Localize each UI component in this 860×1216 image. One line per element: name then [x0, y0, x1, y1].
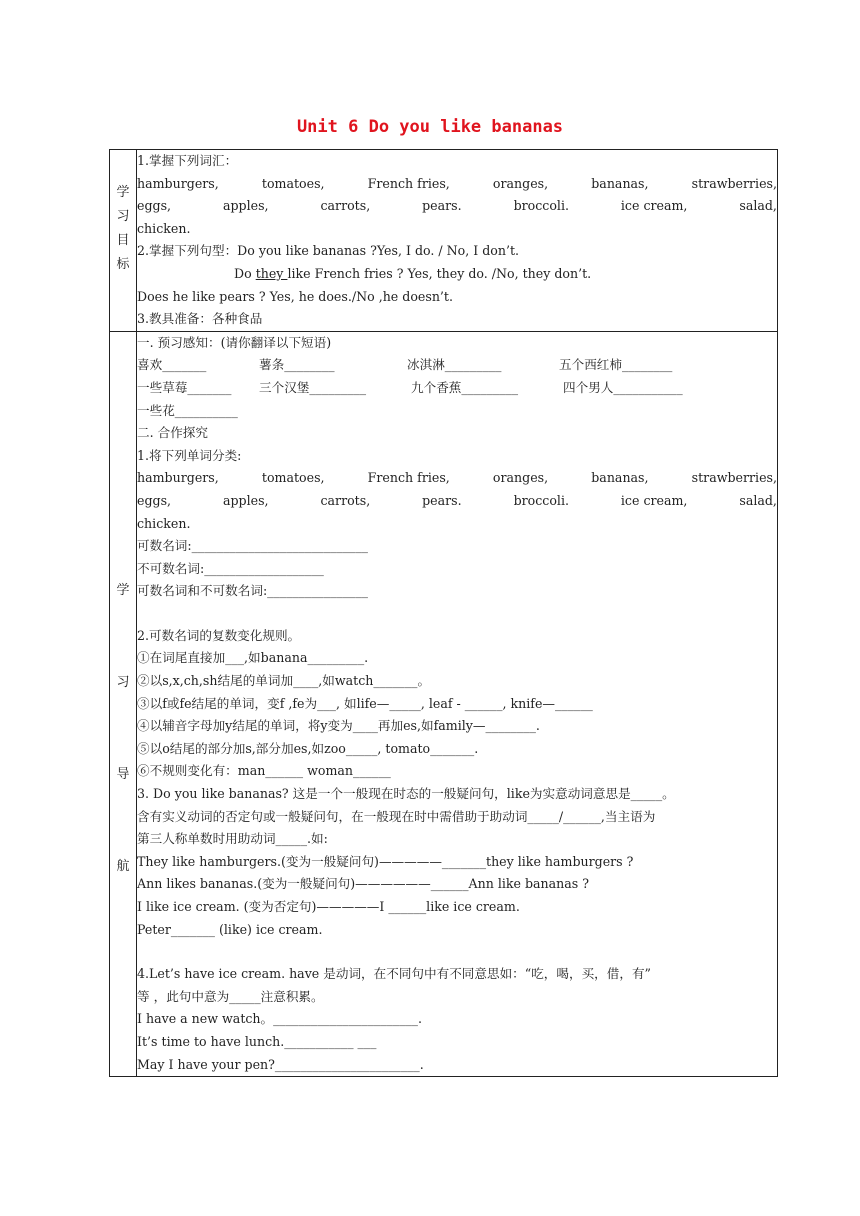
- word-line-3: chicken.: [137, 515, 191, 531]
- phrase-row-2: [137, 377, 777, 400]
- question-line: 4.Let’s have ice cream. have 是动词，在不同句中有不同意思如：“吃，喝，买，借，有”: [137, 966, 651, 982]
- vocab-word: salad,: [739, 492, 777, 508]
- side-char: 习: [116, 674, 130, 690]
- phrase-blank: 喜欢_______: [137, 357, 207, 373]
- vocab-word: ice cream,: [620, 198, 688, 214]
- guide-side-label: [110, 331, 137, 1076]
- sentence-part: Do: [234, 265, 256, 281]
- vocab-word: bananas,: [591, 175, 649, 191]
- exercise-line: May I have your pen?_______________________.: [137, 1056, 424, 1072]
- vocab-word: hamburgers,: [137, 470, 219, 486]
- vocab-word: broccoli.: [513, 492, 569, 508]
- question-line: 第三人称单数时用助动词_____.如:: [137, 831, 328, 847]
- word-line-2: [137, 490, 777, 513]
- side-char: 航: [116, 858, 130, 874]
- category-blank: 可数名词:____________________________: [137, 538, 368, 554]
- question-line: 等 ，此句中意为_____注意积累。: [137, 988, 324, 1004]
- rule-line: ①在词尾直接加___,如banana_________.: [137, 650, 369, 666]
- vocab-word: ice cream,: [620, 492, 688, 508]
- word-line-1: [137, 467, 777, 490]
- category-blank: 不可数名词:___________________: [137, 560, 324, 576]
- question-line: 2.可数名词的复数变化规则。: [137, 627, 301, 643]
- side-char: 学: [116, 185, 130, 200]
- phrase-blank: 五个西红柿________: [559, 357, 673, 373]
- vocab-word: French fries,: [367, 175, 450, 191]
- question-line: 含有实义动词的否定句或一般疑问句，在一般现在时中需借助于助动词_____/______,当主语为: [137, 808, 656, 824]
- side-char: 标: [116, 257, 130, 272]
- vocab-word: French fries,: [367, 470, 450, 486]
- sentence-part: like French fries ? Yes, they do. /No, they don’t.: [287, 265, 592, 281]
- goal-line: Does he like pears ? Yes, he does./No ,he doesn’t.: [137, 288, 453, 304]
- vocab-word: oranges,: [492, 175, 549, 191]
- phrase-blank: 冰淇淋_________: [407, 357, 502, 373]
- vocab-word: oranges,: [492, 470, 549, 486]
- side-char: 目: [116, 233, 130, 248]
- vocab-word: pears.: [422, 198, 462, 214]
- goal-line: 3.教具准备：各种食品: [137, 311, 263, 327]
- vocab-word: tomatoes,: [261, 470, 325, 486]
- phrase-row-3: 一些花__________: [137, 402, 238, 418]
- rule-line: ③以f或fe结尾的单词，变f ,fe为___, 如life—_____, leaf - ______, knife—______: [137, 695, 593, 711]
- rule-line: ⑥不规则变化有：man______ woman______: [137, 763, 391, 779]
- vocab-word: tomatoes,: [261, 175, 325, 191]
- phrase-blank: 薯条________: [259, 357, 335, 373]
- vocab-word: broccoli.: [513, 198, 569, 214]
- guide-row: [110, 331, 778, 1076]
- vocab-word: eggs,: [137, 198, 172, 214]
- side-char: 导: [116, 766, 130, 782]
- vocab-word: strawberries,: [691, 470, 777, 486]
- vocab-word: salad,: [739, 198, 777, 214]
- goal-line: [137, 263, 777, 286]
- exercise-line: I like ice cream. (变为否定句)—————I ______like ice cream.: [137, 899, 520, 914]
- vocab-line-1: [137, 173, 777, 196]
- section-heading: 一. 预习感知：(请你翻译以下短语): [137, 334, 332, 350]
- goals-side-label: [110, 150, 137, 332]
- vocab-word: bananas,: [591, 470, 649, 486]
- page-title: Unit 6 Do you like bananas: [296, 117, 564, 137]
- rule-line: ④以辅音字母加y结尾的单词，将y变为____再加es,如family—________.: [137, 718, 540, 734]
- section-heading: 二. 合作探究: [137, 425, 208, 441]
- goals-row: [110, 150, 778, 332]
- goal-line: 1.掌握下列词汇：: [137, 153, 238, 168]
- phrase-blank: 四个男人___________: [563, 379, 683, 395]
- vocab-word: apples,: [222, 198, 269, 214]
- lesson-table: [109, 149, 778, 1077]
- phrase-row-1: [137, 354, 777, 377]
- vocab-word: carrots,: [320, 198, 371, 214]
- exercise-line: They like hamburgers.(变为一般疑问句)—————_______they like hamburgers ?: [137, 853, 634, 869]
- vocab-word: eggs,: [137, 492, 172, 508]
- rule-line: ②以s,x,ch,sh结尾的单词加____,如watch_______。: [137, 673, 431, 689]
- vocab-line-2: [137, 195, 777, 218]
- phrase-blank: 三个汉堡_________: [259, 379, 367, 395]
- goal-line: 2.掌握下列句型：Do you like bananas ?Yes, I do. / No, I don’t.: [137, 243, 520, 259]
- goal-line: chicken.: [137, 220, 191, 236]
- sentence-part: they: [255, 265, 288, 281]
- side-char: 习: [116, 209, 130, 224]
- phrase-blank: 一些草莓_______: [137, 379, 232, 395]
- category-blank: 可数名词和不可数名词:________________: [137, 583, 368, 599]
- rule-line: ⑤以o结尾的部分加s,部分加es,如zoo_____, tomato_______.: [137, 740, 479, 756]
- vocab-word: strawberries,: [691, 175, 777, 191]
- question-line: 3. Do you like bananas? 这是一个一般现在时态的一般疑问句，like为实意动词意思是_____。: [137, 786, 675, 802]
- exercise-line: Ann likes bananas.(变为一般疑问句)——————______Ann like bananas ?: [137, 876, 590, 892]
- exercise-line: It’s time to have lunch.___________ ___: [137, 1033, 377, 1049]
- goals-content: [137, 150, 778, 332]
- exercise-line: I have a new watch。_______________________.: [137, 1011, 422, 1027]
- vocab-word: carrots,: [320, 492, 371, 508]
- vocab-word: pears.: [422, 492, 462, 508]
- side-char: 学: [116, 582, 130, 598]
- vocab-word: apples,: [222, 492, 269, 508]
- phrase-blank: 九个香蕉_________: [411, 379, 519, 395]
- guide-content: [137, 331, 778, 1076]
- vocab-word: hamburgers,: [137, 175, 219, 191]
- exercise-line: Peter_______ (like) ice cream.: [137, 921, 323, 937]
- question-line: 1.将下列单词分类:: [137, 447, 242, 463]
